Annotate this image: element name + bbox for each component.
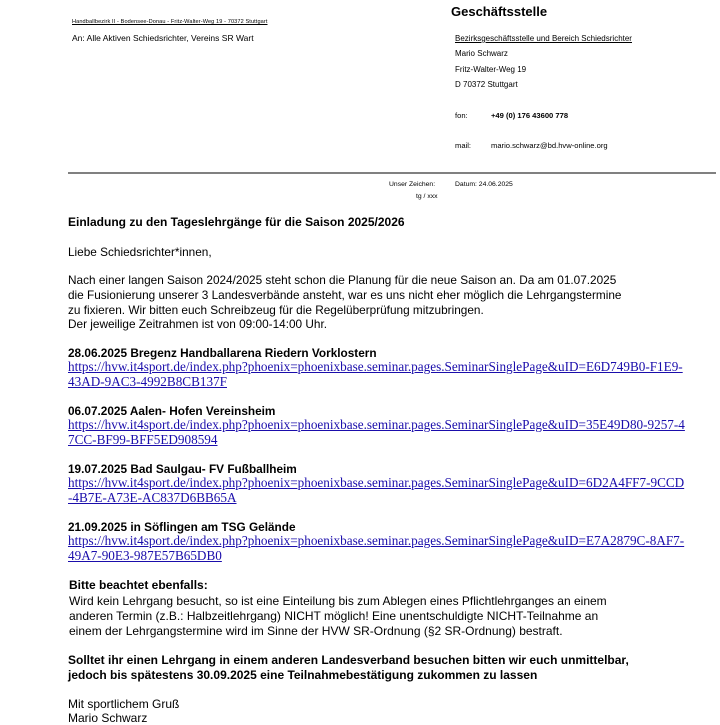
event-link[interactable]: https://hvw.it4sport.de/index.php?phoenix=phoenixbase.seminar.pages.SeminarSinglePage&uID=6D2A4FF7-9CCD-4B7E-A73E-AC837D6BB65A — [68, 475, 685, 505]
intro-line: die Fusionierung unserer 3 Landesverbände ansteht, war es uns nicht eher möglich die Lehrgangstermine — [68, 288, 622, 302]
note-line: einem der Lehrgangstermine wird im Sinne der HVW SR-Ordnung (§2 SR-Ordnung) bestraft. — [69, 624, 563, 638]
reference-label: Unser Zeichen: — [389, 181, 436, 188]
phone-label: fon: — [455, 111, 468, 120]
event-link[interactable]: https://hvw.it4sport.de/index.php?phoenix=phoenixbase.seminar.pages.SeminarSinglePage&uID=35E49D80-9257-47CC-BF99-BFF5ED908594 — [68, 417, 685, 447]
mail-label: mail: — [455, 141, 472, 150]
event-title: 06.07.2025 Aalen- Hofen Vereinsheim — [68, 404, 276, 418]
phone-value: +49 (0) 176 43600 778 — [491, 111, 569, 120]
warning-line: Solltet ihr einen Lehrgang in einem anderen Landesverband besuchen bitten wir euch unmittelbar, — [68, 653, 629, 667]
closing-salutation: Mit sportlichem Gruß — [68, 697, 180, 711]
greeting: Liebe Schiedsrichter*innen, — [68, 245, 212, 259]
recipient-line: An: Alle Aktiven Schiedsrichter, Vereins SR Wart — [72, 33, 254, 43]
letter-date: Datum: 24.06.2025 — [455, 181, 513, 188]
letter-subject: Einladung zu den Tageslehrgänge für die Saison 2025/2026 — [68, 215, 405, 229]
warning-line: jedoch bis spätestens 30.09.2025 eine Teilnahmebestätigung zukommen zu lassen — [68, 668, 538, 682]
header-divider — [68, 172, 716, 174]
intro-line: Der jeweilige Zeitrahmen ist von 09:00-14:00 Uhr. — [68, 317, 328, 331]
signature-name: Mario Schwarz — [68, 711, 148, 725]
office-contact-name: Mario Schwarz — [455, 49, 508, 58]
office-street: Fritz-Walter-Weg 19 — [455, 65, 527, 74]
note-line: Wird kein Lehrgang besucht, so ist eine Einteilung bis zum Ablegen eines Pflichtlehrganges an einem — [69, 594, 607, 608]
office-title: Geschäftsstelle — [451, 4, 548, 19]
event-title: 21.09.2025 in Söflingen am TSG Gelände — [68, 520, 296, 534]
event-title: 28.06.2025 Bregenz Handballarena Riedern Vorklostern — [68, 346, 377, 360]
note-title: Bitte beachtet ebenfalls: — [69, 578, 208, 592]
event-title: 19.07.2025 Bad Saulgau- FV Fußballheim — [68, 462, 297, 476]
office-city: D 70372 Stuttgart — [455, 80, 518, 89]
intro-line: Nach einer langen Saison 2024/2025 steht schon die Planung für die neue Saison an. Da am 01.07.2025 — [68, 273, 617, 287]
reference-value: tg / xxx — [416, 193, 438, 200]
note-line: anderen Termin (z.B.: Halbzeitlehrgang) NICHT möglich! Eine unentschuldigte NICHT-Teilnahme an — [69, 609, 599, 623]
event-link[interactable]: https://hvw.it4sport.de/index.php?phoenix=phoenixbase.seminar.pages.SeminarSinglePage&uID=E7A2879C-8AF7-49A7-90E3-987E57B65DB0 — [68, 533, 685, 563]
mail-value: mario.schwarz@bd.hvw-online.org — [491, 141, 608, 150]
sender-address-line: Handballbezirk II - Bodensee-Donau - Fritz-Walter-Weg 19 - 70372 Stuttgart — [72, 19, 268, 25]
office-department: Bezirksgeschäftsstelle und Bereich Schiedsrichter — [455, 34, 632, 43]
intro-line: zu fixieren. Wir bitten euch Schreibzeug für die Regelüberprüfung mitzubringen. — [68, 303, 484, 317]
event-link[interactable]: https://hvw.it4sport.de/index.php?phoenix=phoenixbase.seminar.pages.SeminarSinglePage&uID=E6D749B0-F1E9-43AD-9AC3-4992B8CB137F — [68, 359, 683, 389]
